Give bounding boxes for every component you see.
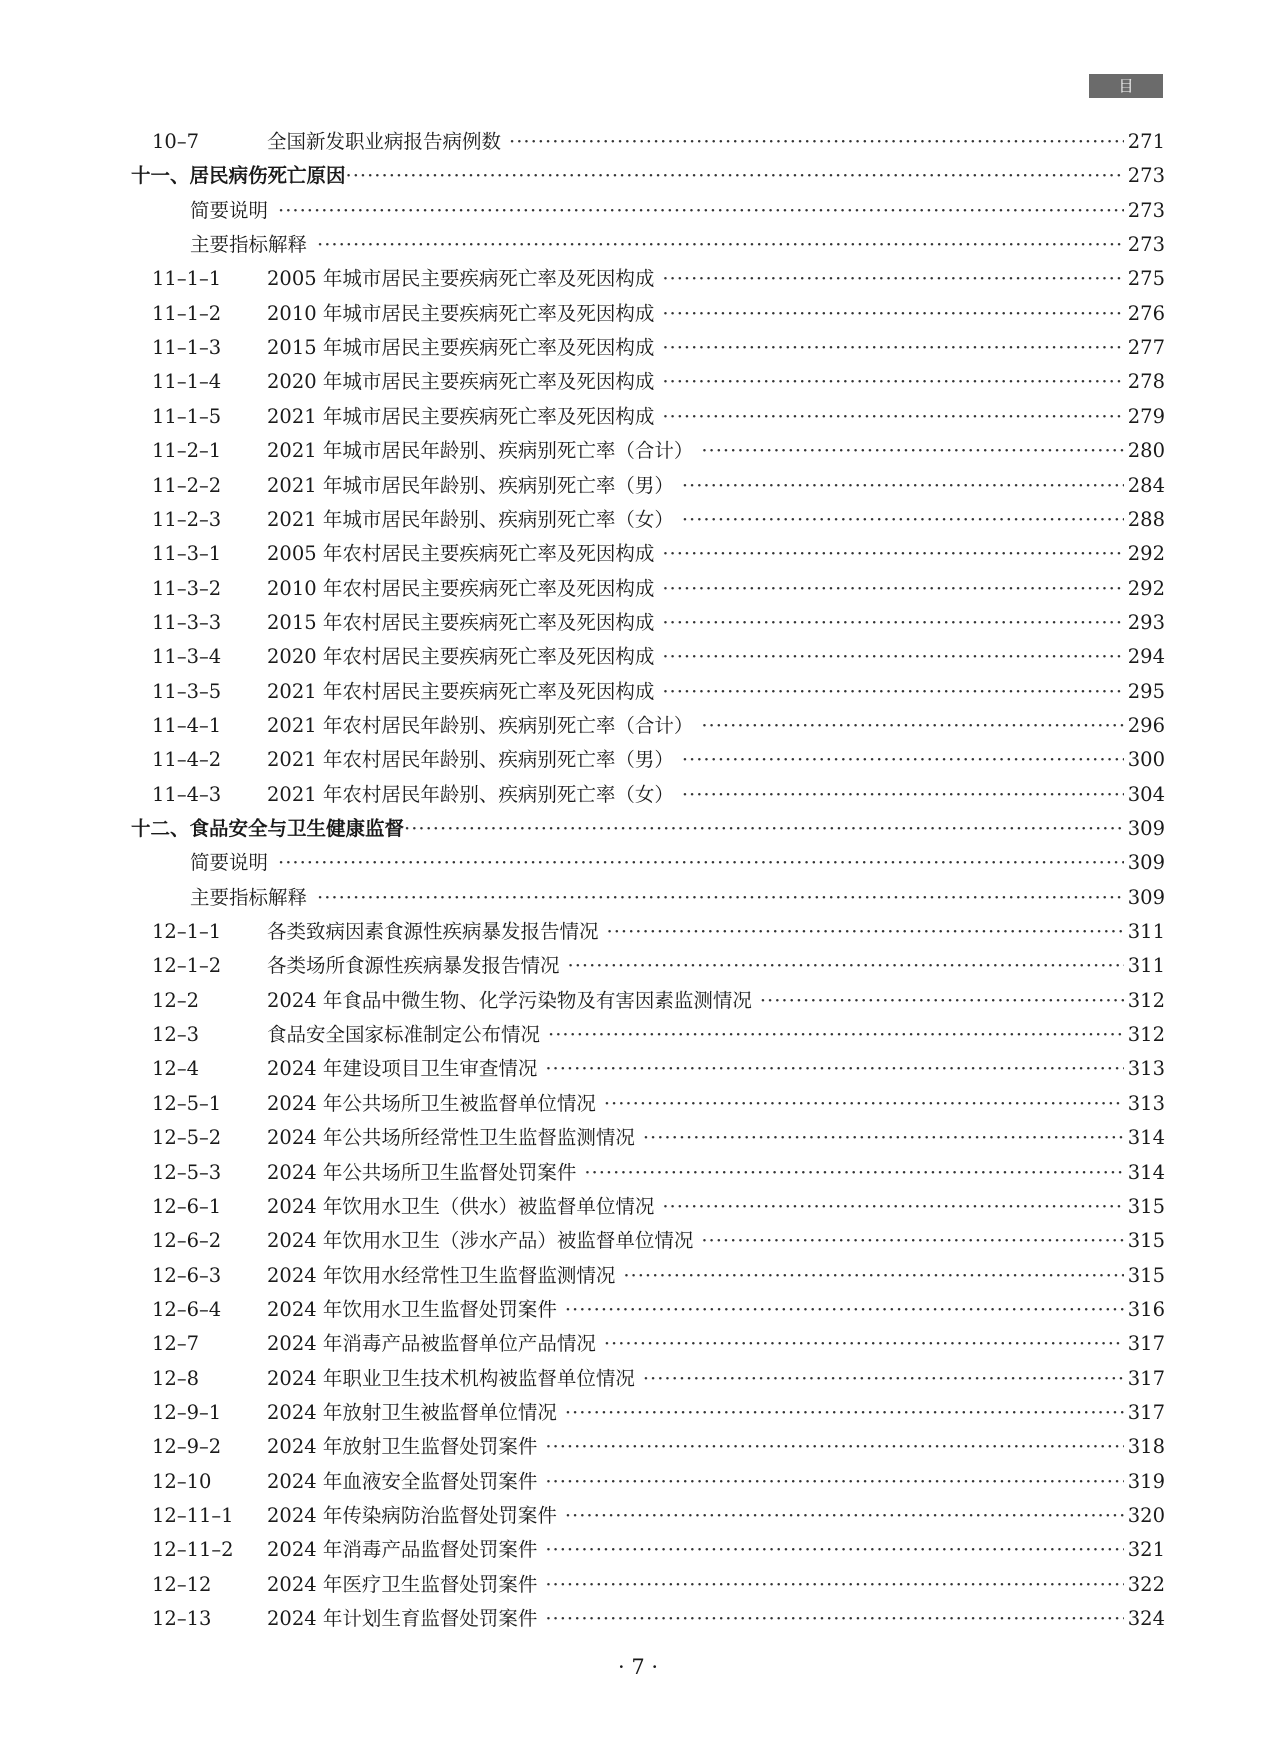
toc-entry-page: 317: [1127, 1332, 1165, 1356]
toc-entry-page: 304: [1127, 782, 1165, 806]
toc-entry-body: [267, 709, 1165, 743]
toc-entry-title: 2021 年城市居民主要疾病死亡率及死因构成: [267, 404, 655, 428]
toc-entry-title: 食品安全国家标准制定公布情况: [267, 1023, 541, 1047]
toc-entry-body: [267, 1293, 1165, 1327]
toc-entry-number: 12–8: [152, 1366, 199, 1390]
toc-entry: [0, 709, 1276, 743]
toc-entry-title: 2024 年消毒产品被监督单位产品情况: [267, 1332, 596, 1356]
dot-leader: [404, 812, 1124, 846]
toc-entry-number: 11–3–2: [152, 576, 222, 600]
toc-entry-number: 11–2–1: [152, 439, 222, 463]
toc-entry-title: 2005 年农村居民主要疾病死亡率及死因构成: [267, 542, 655, 566]
toc-entry-page: 324: [1127, 1607, 1165, 1631]
toc-entry-page: 296: [1127, 713, 1165, 737]
toc-entry-body: [267, 778, 1165, 812]
toc-entry: [0, 365, 1276, 399]
toc-entry-body: [267, 1121, 1165, 1155]
toc-entry-body: [267, 331, 1165, 365]
toc-entry-number: 12–11–1: [152, 1504, 234, 1527]
toc-entry-body: [267, 1327, 1165, 1361]
toc-entry: [0, 503, 1276, 537]
dot-leader: [545, 1430, 1123, 1464]
toc-section-heading: [0, 159, 1276, 193]
toc-entry-body: [267, 1087, 1165, 1121]
toc-entry-page: 309: [1127, 817, 1165, 840]
toc-entry-page: 321: [1127, 1538, 1165, 1562]
toc-entry-title: 2021 年农村居民主要疾病死亡率及死因构成: [267, 679, 655, 703]
toc-entry: [0, 984, 1276, 1018]
toc-entry-number: 12–5–1: [152, 1091, 222, 1115]
toc-entry-body: [267, 606, 1165, 640]
dot-leader: [662, 1190, 1123, 1224]
toc-entry: [0, 537, 1276, 571]
dot-leader: [545, 1052, 1123, 1086]
toc-entry-title: 2024 年建设项目卫生审查情况: [267, 1057, 538, 1081]
toc-entry-title: 2024 年饮用水卫生监督处罚案件: [267, 1297, 557, 1321]
dot-leader: [701, 1224, 1123, 1258]
dot-leader: [346, 159, 1124, 193]
toc-entry-page: 312: [1127, 1023, 1165, 1047]
toc-entry-number: 12–10: [152, 1469, 212, 1493]
toc-entry-body: [131, 159, 1165, 193]
toc-entry-page: 279: [1127, 404, 1165, 428]
toc-entry-title: 2024 年饮用水卫生（供水）被监督单位情况: [267, 1194, 655, 1218]
toc-entry-page: 273: [1127, 198, 1165, 222]
toc-entry-page: 295: [1127, 679, 1165, 703]
toc-entry: [0, 675, 1276, 709]
toc-entry: [0, 331, 1276, 365]
toc-entry-body: [267, 469, 1165, 503]
toc-entry-number: 11–3–1: [152, 542, 222, 566]
toc-entry-page: 315: [1127, 1194, 1165, 1218]
dot-leader: [278, 194, 1124, 228]
dot-leader: [545, 1568, 1123, 1602]
toc-entry-body: [267, 1259, 1165, 1293]
toc-entry-title: 2020 年城市居民主要疾病死亡率及死因构成: [267, 370, 655, 394]
toc-entry-body: [267, 1018, 1165, 1052]
toc-entry-page: 314: [1127, 1160, 1165, 1184]
toc-entry: [0, 640, 1276, 674]
toc-entry: [0, 606, 1276, 640]
dot-leader: [545, 1602, 1123, 1636]
toc-entry-body: [267, 915, 1165, 949]
toc-entry-page: 309: [1127, 885, 1165, 909]
toc-entry-body: [190, 881, 1165, 915]
toc-entry-body: [267, 640, 1165, 674]
toc-entry-number: 12–9–2: [152, 1435, 222, 1459]
toc-entry-body: [267, 984, 1165, 1018]
dot-leader: [662, 331, 1123, 365]
dot-leader: [545, 1465, 1123, 1499]
toc-entry-title: 2024 年公共场所卫生监督处罚案件: [267, 1160, 577, 1184]
toc-entry-number: 11–3–4: [152, 645, 222, 669]
toc-entry-title: 2015 年城市居民主要疾病死亡率及死因构成: [267, 336, 655, 360]
dot-leader: [548, 1018, 1124, 1052]
toc-entry: [0, 1568, 1276, 1602]
toc-section-heading: [0, 812, 1276, 846]
toc-entry-title: 2024 年职业卫生技术机构被监督单位情况: [267, 1366, 635, 1390]
toc-entry-title: 2021 年城市居民年龄别、疾病别死亡率（合计）: [267, 439, 694, 463]
toc-entry-title: 2021 年农村居民年龄别、疾病别死亡率（男）: [267, 748, 674, 772]
toc-entry: [0, 778, 1276, 812]
toc-entry: [0, 1087, 1276, 1121]
toc-entry-page: 276: [1127, 301, 1165, 325]
dot-leader: [701, 434, 1123, 468]
toc-entry-page: 316: [1127, 1297, 1165, 1321]
toc-entry-title: 2010 年城市居民主要疾病死亡率及死因构成: [267, 301, 655, 325]
dot-leader: [682, 778, 1124, 812]
toc-entry-title: 主要指标解释: [190, 233, 308, 257]
toc-entry-title: 2021 年农村居民年龄别、疾病别死亡率（合计）: [267, 713, 694, 737]
dot-leader: [662, 262, 1123, 296]
toc-entry-number: 12–5–3: [152, 1160, 222, 1184]
toc-entry-number: 12–6–2: [152, 1229, 222, 1253]
dot-leader: [760, 984, 1124, 1018]
toc-entry: [0, 297, 1276, 331]
toc-entry-page: 275: [1127, 267, 1165, 291]
dot-leader: [607, 915, 1124, 949]
dot-leader: [701, 709, 1123, 743]
toc-entry: [0, 1602, 1276, 1636]
toc-entry-page: 292: [1127, 576, 1165, 600]
toc-entry-page: 309: [1127, 851, 1165, 875]
toc-entry-number: 12–5–2: [152, 1126, 222, 1150]
toc-entry-body: [267, 365, 1165, 399]
toc-entry-page: 313: [1127, 1091, 1165, 1115]
toc-entry-page: 311: [1127, 954, 1165, 978]
dot-leader: [565, 1396, 1124, 1430]
toc-entry: [0, 1052, 1276, 1086]
toc-entry-number: 12–7: [152, 1332, 199, 1356]
dot-leader: [662, 400, 1123, 434]
toc-entry-page: 277: [1127, 336, 1165, 360]
toc-entry-title: 2024 年传染病防治监督处罚案件: [267, 1504, 557, 1527]
toc-entry: [0, 262, 1276, 296]
dot-leader: [682, 469, 1124, 503]
toc-entry-title: 2024 年公共场所经常性卫生监督监测情况: [267, 1126, 635, 1150]
toc-entry-page: 300: [1127, 748, 1165, 772]
toc-entry-title: 全国新发职业病报告病例数: [267, 130, 502, 153]
toc-entry-page: 318: [1127, 1435, 1165, 1459]
toc-entry-title: 2015 年农村居民主要疾病死亡率及死因构成: [267, 610, 655, 634]
dot-leader: [317, 881, 1124, 915]
toc-entry-body: [267, 1190, 1165, 1224]
toc-entry-title: 2024 年饮用水经常性卫生监督监测情况: [267, 1263, 616, 1287]
toc-entry-number: 11–1–2: [152, 301, 222, 325]
toc-entry-page: 278: [1127, 370, 1165, 394]
toc-entry: [0, 1121, 1276, 1155]
toc-entry-number: 11–4–3: [152, 782, 222, 806]
toc-entry-number: 12–12: [152, 1572, 212, 1596]
toc-entry-page: 288: [1127, 507, 1165, 531]
toc-entry-number: 12–4: [152, 1057, 199, 1081]
toc-entry: [0, 1156, 1276, 1190]
toc-entry-body: [267, 537, 1165, 571]
dot-leader: [568, 949, 1124, 983]
toc-entry-body: [267, 572, 1165, 606]
toc-entry: [0, 949, 1276, 983]
toc-entry-title: 2024 年放射卫生被监督单位情况: [267, 1400, 557, 1424]
toc-entry-number: 12–2: [152, 988, 199, 1012]
toc-entry: [0, 572, 1276, 606]
toc-entry-body: [267, 949, 1165, 983]
toc-entry: [0, 1190, 1276, 1224]
toc-entry-page: 293: [1127, 610, 1165, 634]
toc-entry: [0, 1362, 1276, 1396]
toc-entry-body: [267, 297, 1165, 331]
toc-entry-body: [267, 675, 1165, 709]
toc-entry-page: 273: [1127, 233, 1165, 257]
dot-leader: [278, 846, 1124, 880]
toc-entry-body: [267, 1430, 1165, 1464]
dot-leader: [682, 743, 1124, 777]
toc-entry-number: 12–13: [152, 1607, 212, 1631]
toc-entry-title: 2024 年消毒产品监督处罚案件: [267, 1538, 538, 1562]
toc-entry-number: 11–2–2: [152, 473, 222, 497]
toc-entry-number: 11–4–2: [152, 748, 222, 772]
toc-entry-body: [190, 846, 1165, 880]
toc-entry-number: 11–4–1: [152, 713, 222, 737]
toc-entry-number: 12–9–1: [152, 1400, 222, 1424]
toc-entry: [0, 1293, 1276, 1327]
toc-entry-number: 12–1–2: [152, 954, 222, 978]
toc-entry-number: 12–3: [152, 1023, 199, 1047]
toc-entry-body: [267, 1362, 1165, 1396]
toc-entry-number: 12–1–1: [152, 920, 222, 944]
toc-entry-body: [267, 1568, 1165, 1602]
toc-entry-body: [267, 743, 1165, 777]
toc-entry-page: 317: [1127, 1366, 1165, 1390]
toc-entry-title: 十二、食品安全与卫生健康监督: [131, 817, 405, 840]
toc-entry-page: 322: [1127, 1572, 1165, 1596]
toc-entry-body: [267, 1052, 1165, 1086]
dot-leader: [565, 1499, 1124, 1533]
toc-sub-entry: [0, 846, 1276, 880]
toc-entry-title: 各类场所食源性疾病暴发报告情况: [267, 954, 560, 978]
toc-entry-page: 315: [1127, 1263, 1165, 1287]
toc-entry: [0, 1465, 1276, 1499]
toc-entry-title: 2024 年血液安全监督处罚案件: [267, 1469, 538, 1493]
toc-entry-title: 2021 年城市居民年龄别、疾病别死亡率（男）: [267, 473, 674, 497]
dot-leader: [509, 125, 1124, 159]
toc-sub-entry: [0, 228, 1276, 262]
toc-entry-body: [267, 125, 1165, 159]
dot-leader: [565, 1293, 1124, 1327]
toc-entry: [0, 1396, 1276, 1430]
toc-entry-number: 11–3–5: [152, 679, 222, 703]
toc-entry-page: 311: [1127, 920, 1165, 944]
toc-entry-number: 11–1–1: [152, 267, 222, 291]
dot-leader: [662, 537, 1123, 571]
toc-entry-page: 317: [1127, 1400, 1165, 1424]
toc-entry-number: 12–11–2: [152, 1538, 234, 1562]
dot-leader: [662, 640, 1123, 674]
toc-entry: [0, 1533, 1276, 1567]
toc-entry-page: 312: [1127, 988, 1165, 1012]
dot-leader: [545, 1533, 1123, 1567]
toc-entry-number: 11–2–3: [152, 507, 222, 531]
toc-entry-page: 280: [1127, 439, 1165, 463]
toc-entry-body: [267, 1602, 1165, 1636]
toc-entry-body: [267, 1224, 1165, 1258]
toc-entry-title: 2024 年医疗卫生监督处罚案件: [267, 1572, 538, 1596]
toc-entry: [0, 434, 1276, 468]
toc-entry: [0, 400, 1276, 434]
toc-entry-body: [267, 1156, 1165, 1190]
toc-entry-body: [267, 503, 1165, 537]
toc-entry: [0, 915, 1276, 949]
dot-leader: [584, 1156, 1123, 1190]
dot-leader: [604, 1327, 1124, 1361]
toc-entry-body: [267, 434, 1165, 468]
toc-entry: [0, 743, 1276, 777]
toc-entry-number: 11–3–3: [152, 610, 222, 634]
dot-leader: [317, 228, 1124, 262]
dot-leader: [643, 1362, 1124, 1396]
toc-entry-title: 各类致病因素食源性疾病暴发报告情况: [267, 920, 599, 944]
toc-entry-body: [131, 812, 1165, 846]
toc-sub-entry: [0, 881, 1276, 915]
page-number: · 7 ·: [617, 1655, 659, 1679]
toc-entry-page: 319: [1127, 1469, 1165, 1493]
section-tab: 目 录: [1089, 74, 1163, 98]
toc-entry-page: 273: [1127, 164, 1165, 188]
toc-sub-entry: [0, 194, 1276, 228]
toc-entry-page: 294: [1127, 645, 1165, 669]
dot-leader: [623, 1259, 1123, 1293]
toc-entry-number: 12–6–1: [152, 1194, 222, 1218]
toc-entry-body: [267, 1396, 1165, 1430]
toc-entry-body: [190, 194, 1165, 228]
toc-entry-page: 271: [1127, 130, 1165, 153]
toc-entry-title: 2021 年城市居民年龄别、疾病别死亡率（女）: [267, 507, 674, 531]
toc-entry: [0, 1018, 1276, 1052]
toc-entry-number: 11–1–5: [152, 404, 222, 428]
toc-entry-title: 2024 年食品中微生物、化学污染物及有害因素监测情况: [267, 988, 752, 1012]
dot-leader: [604, 1087, 1124, 1121]
toc-entry-title: 十一、居民病伤死亡原因: [131, 164, 346, 188]
toc-entry: [0, 1499, 1276, 1533]
toc-entry-number: 11–1–4: [152, 370, 222, 394]
toc-entry-page: 314: [1127, 1126, 1165, 1150]
toc-entry-page: 320: [1127, 1504, 1165, 1527]
toc-entry-title: 2010 年农村居民主要疾病死亡率及死因构成: [267, 576, 655, 600]
dot-leader: [662, 572, 1123, 606]
toc-entry: [0, 125, 1276, 159]
toc-entry-body: [267, 1465, 1165, 1499]
toc-entry-page: 313: [1127, 1057, 1165, 1081]
dot-leader: [662, 606, 1123, 640]
toc-entry-page: 284: [1127, 473, 1165, 497]
toc-entry: [0, 1430, 1276, 1464]
dot-leader: [662, 675, 1123, 709]
toc-entry-title: 简要说明: [190, 198, 269, 222]
toc-entry-number: 10–7: [152, 130, 199, 153]
toc-entry-body: [267, 262, 1165, 296]
toc-entry-page: 292: [1127, 542, 1165, 566]
dot-leader: [682, 503, 1124, 537]
toc-entry-body: [190, 228, 1165, 262]
toc-entry-title: 2024 年饮用水卫生（涉水产品）被监督单位情况: [267, 1229, 694, 1253]
toc-entry: [0, 1259, 1276, 1293]
toc-entry-body: [267, 1499, 1165, 1533]
dot-leader: [643, 1121, 1124, 1155]
toc-entry-title: 2024 年放射卫生监督处罚案件: [267, 1435, 538, 1459]
toc-entry-title: 2021 年农村居民年龄别、疾病别死亡率（女）: [267, 782, 674, 806]
toc-entry: [0, 1224, 1276, 1258]
toc-entry-number: 12–6–3: [152, 1263, 222, 1287]
toc-entry-body: [267, 1533, 1165, 1567]
dot-leader: [662, 297, 1123, 331]
toc-entry-title: 2005 年城市居民主要疾病死亡率及死因构成: [267, 267, 655, 291]
toc-entry-number: 11–1–3: [152, 336, 222, 360]
toc-entry-number: 12–6–4: [152, 1297, 222, 1321]
toc-entry: [0, 1327, 1276, 1361]
toc-entry-title: 简要说明: [190, 851, 269, 875]
toc-entry-title: 2024 年公共场所卫生被监督单位情况: [267, 1091, 596, 1115]
toc-entry-body: [267, 400, 1165, 434]
toc-entry-page: 315: [1127, 1229, 1165, 1253]
toc-entry-title: 主要指标解释: [190, 885, 308, 909]
toc-entry-title: 2024 年计划生育监督处罚案件: [267, 1607, 538, 1631]
toc-entry-title: 2020 年农村居民主要疾病死亡率及死因构成: [267, 645, 655, 669]
dot-leader: [662, 365, 1123, 399]
toc-entry: [0, 469, 1276, 503]
